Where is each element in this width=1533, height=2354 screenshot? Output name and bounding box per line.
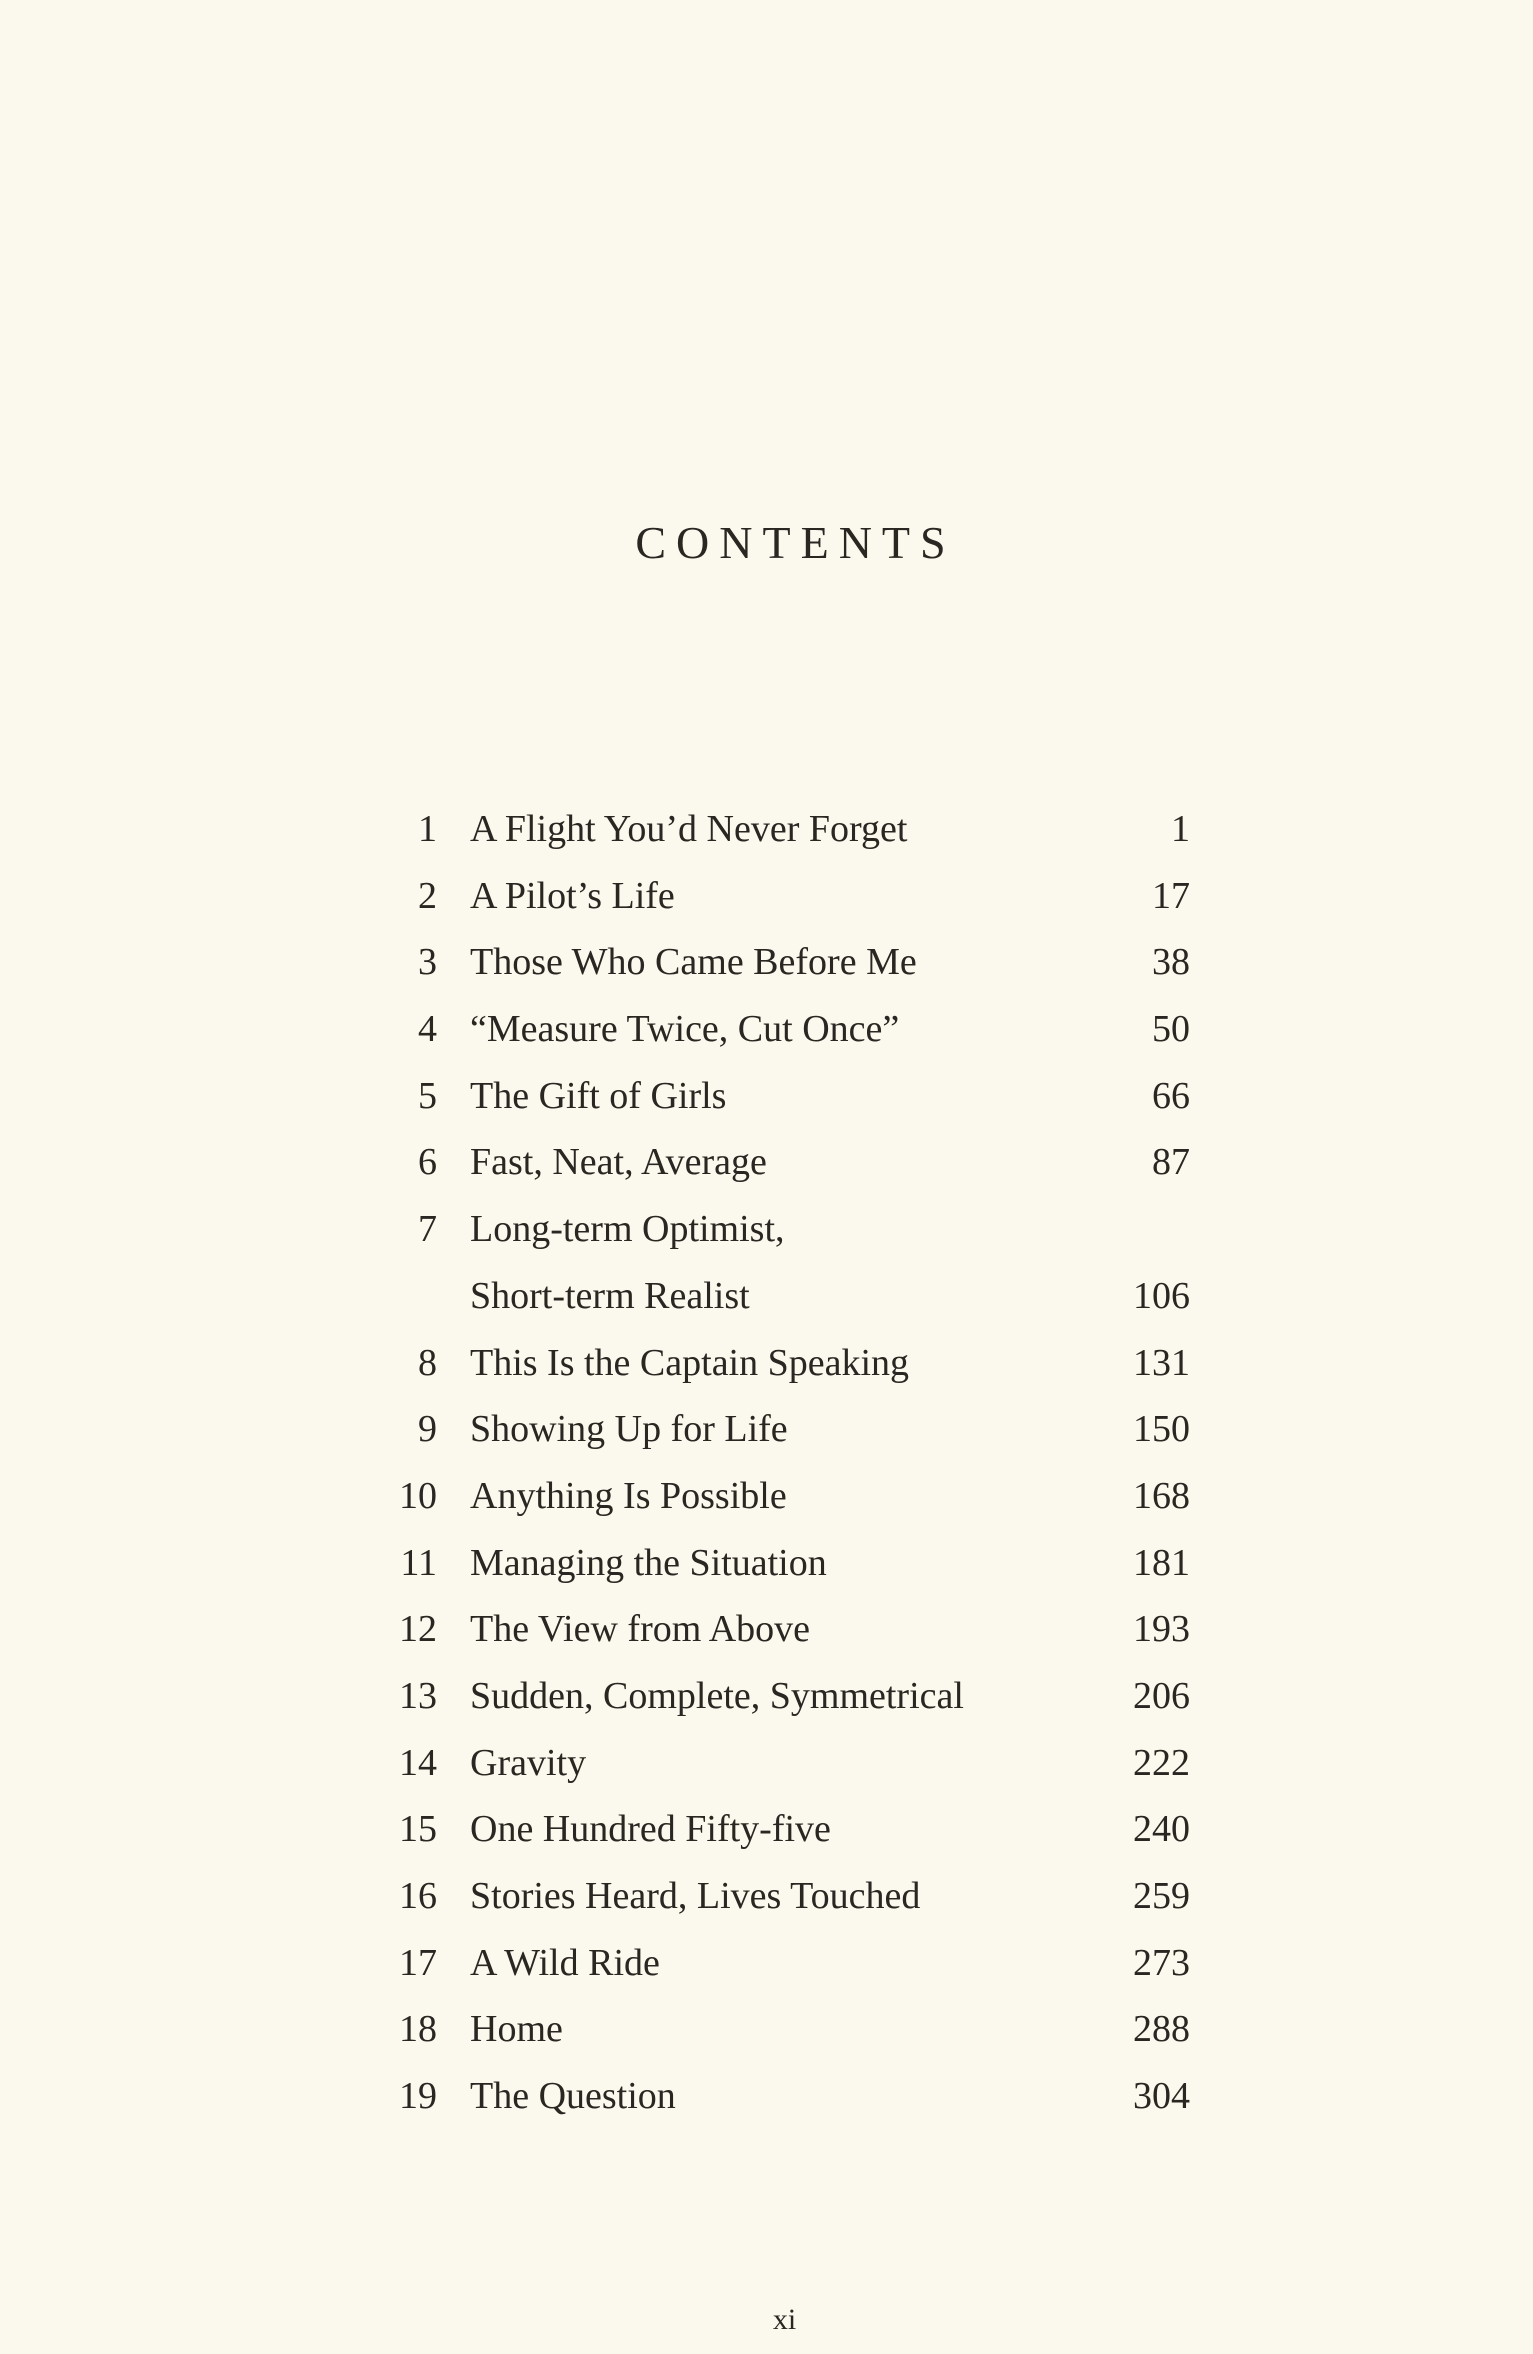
chapter-page-number: 193	[1133, 1608, 1190, 1651]
toc-entry	[380, 1996, 1200, 2063]
chapter-title: Short-term Realist	[470, 1274, 750, 1317]
toc-entry	[380, 2063, 1200, 2130]
chapter-title: The Question	[470, 2075, 676, 2118]
chapter-page-number: 38	[1152, 941, 1190, 984]
chapter-number: 8	[418, 1341, 437, 1384]
chapter-title: This Is the Captain Speaking	[470, 1341, 910, 1384]
chapter-title: One Hundred Fifty-five	[470, 1808, 831, 1851]
chapter-number: 3	[418, 941, 437, 984]
chapter-page-number: 273	[1133, 1941, 1190, 1984]
chapter-title: Anything Is Possible	[470, 1474, 787, 1517]
chapter-title: A Wild Ride	[470, 1941, 660, 1984]
toc-entry	[380, 1730, 1200, 1797]
chapter-title: Those Who Came Before Me	[470, 941, 917, 984]
chapter-page-number: 206	[1133, 1674, 1190, 1717]
toc-entry	[380, 1796, 1200, 1863]
chapter-number: 12	[399, 1608, 437, 1651]
chapter-title: Stories Heard, Lives Touched	[470, 1875, 921, 1917]
chapter-page-number: 1	[1171, 808, 1190, 850]
chapter-title: Home	[470, 2008, 563, 2051]
chapter-page-number: 168	[1133, 1474, 1190, 1517]
toc-entry	[380, 996, 1200, 1063]
chapter-title: The View from Above	[470, 1608, 810, 1651]
chapter-number: 19	[399, 2075, 437, 2118]
toc-entry	[380, 1530, 1200, 1597]
chapter-number: 4	[418, 1008, 437, 1051]
chapter-title: Managing the Situation	[470, 1541, 827, 1584]
toc-entry	[380, 1129, 1200, 1196]
chapter-title: A Pilot’s Life	[470, 874, 675, 917]
chapter-title: Showing Up for Life	[470, 1408, 788, 1451]
chapter-number: 7	[418, 1208, 437, 1251]
chapter-number: 13	[399, 1674, 437, 1717]
chapter-title: The Gift of Girls	[470, 1074, 727, 1117]
chapter-number: 15	[399, 1808, 437, 1851]
toc-entry	[380, 1063, 1200, 1130]
chapter-page-number: 288	[1133, 2008, 1190, 2051]
toc-entry	[380, 796, 1200, 863]
chapter-number: 16	[399, 1875, 437, 1917]
chapter-title: Fast, Neat, Average	[470, 1141, 767, 1184]
page-title: CONTENTS	[635, 517, 956, 568]
chapter-title: “Measure Twice, Cut Once”	[470, 1008, 900, 1051]
chapter-title: A Flight You’d Never Forget	[470, 808, 908, 850]
chapter-number: 11	[400, 1541, 437, 1584]
toc-entry	[380, 929, 1200, 996]
table-of-contents	[380, 796, 1200, 2130]
chapter-number: 1	[418, 808, 437, 850]
chapter-page-number: 222	[1133, 1741, 1190, 1784]
chapter-title: Long-term Optimist,	[470, 1208, 785, 1251]
chapter-title: Sudden, Complete, Symmetrical	[470, 1674, 964, 1717]
toc-entry	[380, 1463, 1200, 1530]
toc-entry	[380, 1930, 1200, 1997]
toc-entry-continuation	[380, 1263, 1200, 1330]
toc-entry	[380, 1596, 1200, 1663]
chapter-page-number: 131	[1133, 1341, 1190, 1384]
chapter-page-number: 17	[1152, 874, 1190, 917]
chapter-page-number: 66	[1152, 1074, 1190, 1117]
chapter-page-number: 181	[1133, 1541, 1190, 1584]
chapter-page-number: 304	[1133, 2075, 1190, 2118]
chapter-page-number: 50	[1152, 1008, 1190, 1051]
toc-entry	[380, 1663, 1200, 1730]
chapter-number: 6	[418, 1141, 437, 1184]
chapter-title: Gravity	[470, 1741, 587, 1784]
chapter-number: 17	[399, 1941, 437, 1984]
toc-entry	[380, 1396, 1200, 1463]
chapter-number: 9	[418, 1408, 437, 1451]
chapter-page-number: 240	[1133, 1808, 1190, 1851]
toc-entry	[380, 1863, 1200, 1930]
toc-entry	[380, 1196, 1200, 1263]
chapter-page-number: 259	[1133, 1875, 1190, 1917]
chapter-number: 10	[399, 1474, 437, 1517]
toc-entry	[380, 863, 1200, 930]
chapter-number: 14	[399, 1741, 437, 1784]
chapter-number: 5	[418, 1074, 437, 1117]
chapter-number: 18	[399, 2008, 437, 2051]
chapter-number: 2	[418, 874, 437, 917]
chapter-page-number: 150	[1133, 1408, 1190, 1451]
chapter-page-number: 87	[1152, 1141, 1190, 1184]
page-number: xi	[772, 2303, 797, 2336]
toc-entry	[380, 1330, 1200, 1397]
chapter-page-number: 106	[1133, 1274, 1190, 1317]
